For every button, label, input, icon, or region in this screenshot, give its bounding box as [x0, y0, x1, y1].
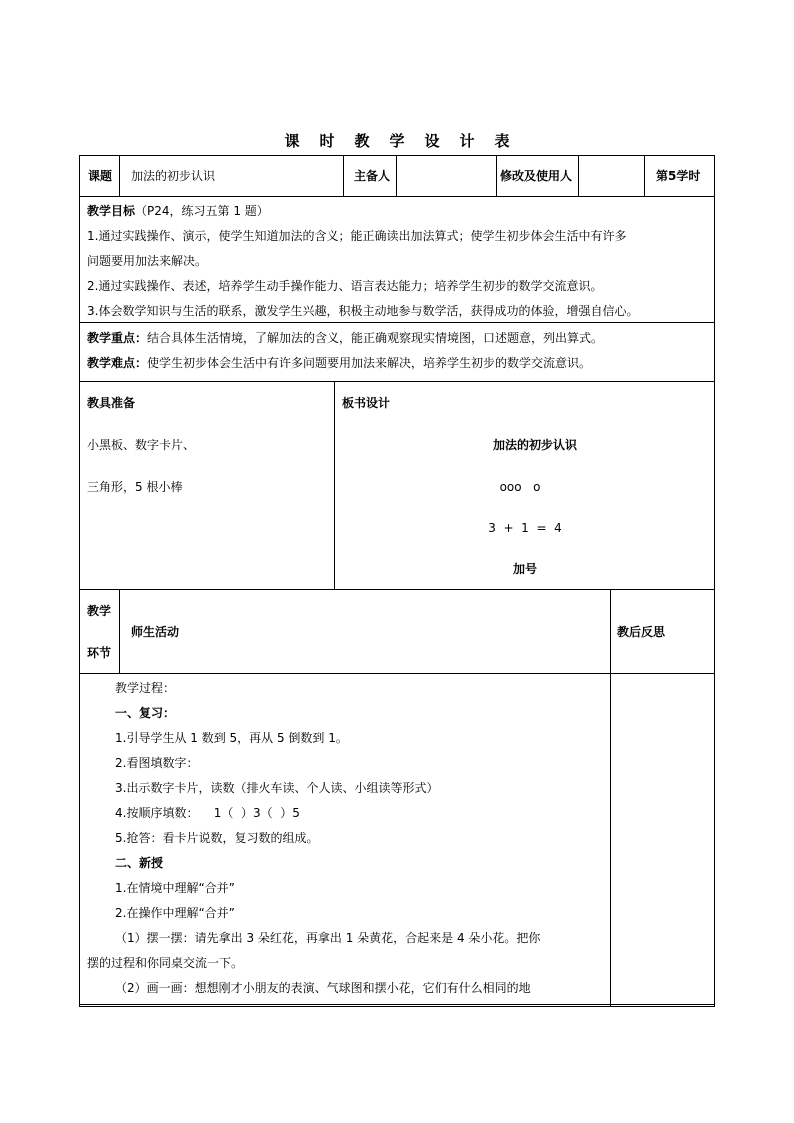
- board-plus-name: 加号: [512, 562, 537, 576]
- preparer-label: 主备人: [354, 169, 391, 183]
- process-text: [87, 676, 540, 1001]
- materials-line: 小黑板、数字卡片、: [87, 438, 196, 452]
- objective-line: 1.通过实践操作、演示，使学生知道加法的含义；能正确读出加法算式；使学生初步体会生活中有许多: [87, 229, 627, 243]
- new-heading: 二、新授: [115, 856, 164, 870]
- key-point-label: 教学重点：: [87, 331, 148, 345]
- activity-label: 师生活动: [131, 625, 180, 639]
- topic-value: 加法的初步认识: [131, 169, 216, 183]
- reviser-label: 修改及使用人: [500, 169, 573, 183]
- review-heading: 一、复习：: [115, 706, 176, 720]
- period-label: 第5学时: [656, 169, 701, 183]
- materials-line: 三角形，5 根小棒: [87, 480, 183, 494]
- review-item: 3.出示数字卡片，读数（排火车读、个人读、小组读等形式）: [115, 781, 439, 795]
- focus-text: [87, 326, 603, 376]
- title-char: 时: [319, 132, 335, 150]
- step-line: 摆的过程和你同桌交流一下。: [87, 956, 244, 970]
- title-char: 表: [494, 132, 510, 150]
- board-equation: 3 + 1 = 4: [488, 521, 562, 535]
- key-point-text: 结合具体生活情境，了解加法的含义，能正确观察现实情境图，口述题意，列出算式。: [147, 331, 604, 345]
- difficult-point-text: 使学生初步体会生活中有许多问题要用加法来解决，培养学生初步的数学交流意识。: [147, 356, 592, 370]
- board-title: 加法的初步认识: [492, 438, 577, 452]
- step-line: （1）摆一摆：请先拿出 3 朵红花，再拿出 1 朵黄花，合起来是 4 朵小花。把你: [115, 931, 541, 945]
- objectives-label: 教学目标: [87, 204, 136, 218]
- objective-line: 2.通过实践操作、表述，培养学生动手操作能力、语言表达能力；培养学生初步的数学交流意识。: [87, 279, 603, 293]
- materials-label: 教具准备: [87, 396, 136, 410]
- review-item: 5.抢答：看卡片说数，复习数的组成。: [115, 831, 319, 845]
- title-char: 教: [354, 132, 370, 150]
- objectives-text: [87, 199, 638, 324]
- reflection-label: 教后反思: [617, 625, 666, 639]
- board-circles: ooo o: [499, 480, 541, 494]
- review-item: 2.看图填数字：: [115, 756, 199, 770]
- title-char: 学: [389, 132, 405, 150]
- objective-line: 3.体会数学知识与生活的联系，激发学生兴趣，积极主动地参与数学活，获得成功的体验，增强自信心。: [87, 304, 639, 318]
- objectives-ref: （P24，练习五第 1 题）: [135, 204, 269, 218]
- step-line: （2）画一画：想想刚才小朋友的表演、气球图和摆小花，它们有什么相同的地: [115, 981, 531, 995]
- process-intro: 教学过程：: [115, 681, 176, 695]
- difficult-point-label: 教学难点：: [87, 356, 148, 370]
- review-item: 4.按顺序填数： 1（ ）3（ ）5: [115, 806, 300, 820]
- title-char: 设: [424, 132, 440, 150]
- objective-line: 问题要用加法来解决。: [87, 254, 208, 268]
- topic-label: 课题: [88, 169, 113, 183]
- title-char: 课: [284, 132, 300, 150]
- document-title: [0, 130, 794, 151]
- stage-label: 教学: [87, 604, 112, 618]
- review-item: 1.引导学生从 1 数到 5，再从 5 倒数到 1。: [115, 731, 348, 745]
- new-item: 1.在情境中理解“合并”: [115, 881, 235, 895]
- title-char: 计: [459, 132, 475, 150]
- new-item: 2.在操作中理解“合并”: [115, 906, 235, 920]
- stage-label: 环节: [87, 646, 112, 660]
- board-label: 板书设计: [342, 396, 391, 410]
